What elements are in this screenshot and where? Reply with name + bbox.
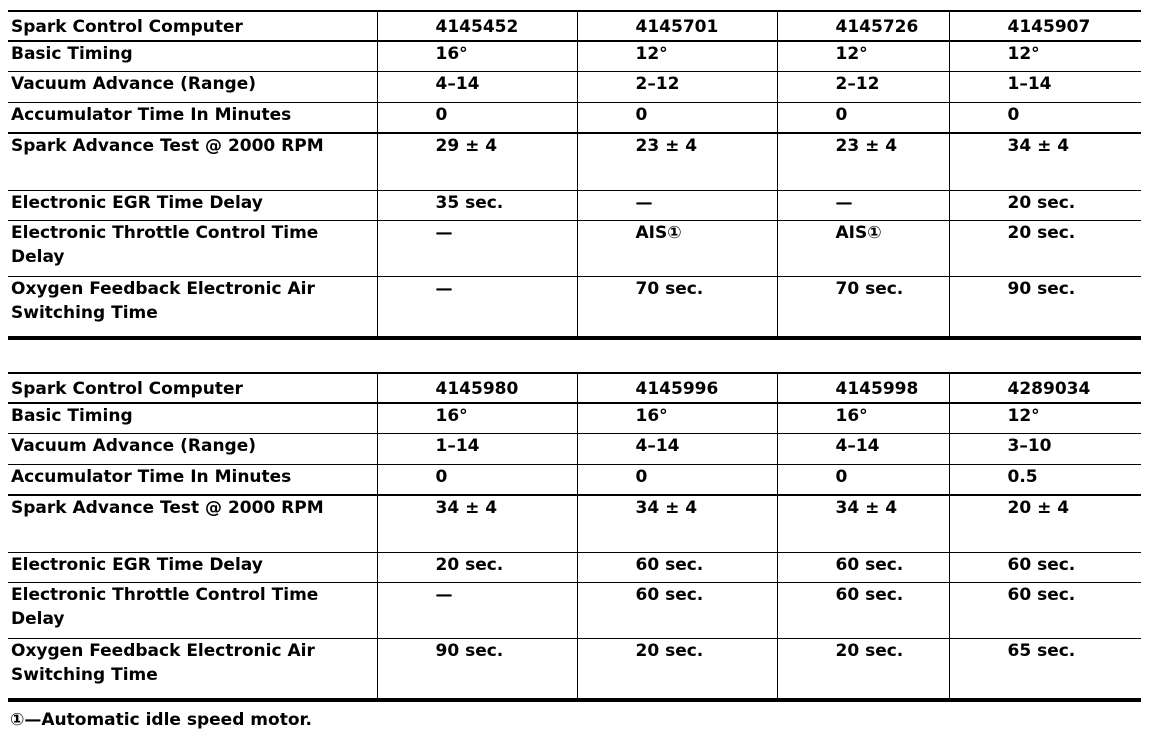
value-cell: 0 xyxy=(577,102,777,133)
part-number-cell: 4145452 xyxy=(377,11,577,41)
table-row xyxy=(8,190,1141,220)
value-cell: 20 sec. xyxy=(777,638,949,700)
value-cell: 2–12 xyxy=(577,71,777,102)
value-cell: 12° xyxy=(777,41,949,71)
value-cell: 70 sec. xyxy=(577,276,777,338)
table-row xyxy=(8,582,1141,638)
value-cell: 34 ± 4 xyxy=(777,495,949,552)
value-cell: 4–14 xyxy=(377,71,577,102)
value-cell: 60 sec. xyxy=(577,582,777,638)
part-number-cell: 4145726 xyxy=(777,11,949,41)
value-cell: 60 sec. xyxy=(577,552,777,582)
value-cell: 16° xyxy=(777,403,949,433)
table-row xyxy=(8,220,1141,276)
value-cell: 35 sec. xyxy=(377,190,577,220)
value-cell: 70 sec. xyxy=(777,276,949,338)
row-label-cell: Electronic Throttle Control Time Delay xyxy=(8,220,377,276)
table-row xyxy=(8,552,1141,582)
table-row xyxy=(8,41,1141,71)
value-cell: 60 sec. xyxy=(949,582,1141,638)
row-label-cell: Accumulator Time In Minutes xyxy=(8,464,377,495)
value-cell: 29 ± 4 xyxy=(377,133,577,190)
value-cell: — xyxy=(577,190,777,220)
spark-control-table-2 xyxy=(8,372,1141,702)
value-cell: 4–14 xyxy=(777,433,949,464)
row-label-cell: Vacuum Advance (Range) xyxy=(8,71,377,102)
row-label-cell: Oxygen Feedback Electronic Air Switching Time xyxy=(8,638,377,700)
value-cell: 16° xyxy=(377,41,577,71)
value-cell: 90 sec. xyxy=(377,638,577,700)
value-cell: AIS① xyxy=(577,220,777,276)
value-cell: 0 xyxy=(377,102,577,133)
value-cell: 0 xyxy=(577,464,777,495)
value-cell: 16° xyxy=(577,403,777,433)
value-cell: — xyxy=(377,276,577,338)
table-row xyxy=(8,464,1141,495)
header-label-cell: Spark Control Computer xyxy=(8,373,377,403)
row-label-cell: Accumulator Time In Minutes xyxy=(8,102,377,133)
value-cell: 0 xyxy=(377,464,577,495)
row-label-cell: Basic Timing xyxy=(8,403,377,433)
value-cell: 23 ± 4 xyxy=(577,133,777,190)
row-label-cell: Electronic EGR Time Delay xyxy=(8,552,377,582)
value-cell: 1–14 xyxy=(949,71,1141,102)
part-number-cell: 4145907 xyxy=(949,11,1141,41)
part-number-cell: 4145996 xyxy=(577,373,777,403)
row-label-cell: Spark Advance Test @ 2000 RPM xyxy=(8,133,377,190)
header-label-cell: Spark Control Computer xyxy=(8,11,377,41)
row-label-cell: Electronic EGR Time Delay xyxy=(8,190,377,220)
table-row xyxy=(8,495,1141,552)
row-label-cell: Spark Advance Test @ 2000 RPM xyxy=(8,495,377,552)
row-label-cell: Electronic Throttle Control Time Delay xyxy=(8,582,377,638)
value-cell: 20 sec. xyxy=(377,552,577,582)
value-cell: — xyxy=(377,220,577,276)
value-cell: 0 xyxy=(949,102,1141,133)
value-cell: 16° xyxy=(377,403,577,433)
value-cell: 12° xyxy=(577,41,777,71)
row-label-cell: Vacuum Advance (Range) xyxy=(8,433,377,464)
value-cell: 12° xyxy=(949,403,1141,433)
part-number-cell: 4145980 xyxy=(377,373,577,403)
value-cell: 34 ± 4 xyxy=(577,495,777,552)
value-cell: 2–12 xyxy=(777,71,949,102)
value-cell: 12° xyxy=(949,41,1141,71)
value-cell: 0 xyxy=(777,464,949,495)
value-cell: 1–14 xyxy=(377,433,577,464)
table-row xyxy=(8,433,1141,464)
value-cell: 20 sec. xyxy=(577,638,777,700)
value-cell: 20 sec. xyxy=(949,220,1141,276)
table-header-row xyxy=(8,11,1141,41)
table-row xyxy=(8,133,1141,190)
table-header-row xyxy=(8,373,1141,403)
value-cell: 34 ± 4 xyxy=(377,495,577,552)
value-cell: 90 sec. xyxy=(949,276,1141,338)
footnote: ①—Automatic idle speed motor. xyxy=(10,710,312,730)
value-cell: 23 ± 4 xyxy=(777,133,949,190)
table-row xyxy=(8,403,1141,433)
value-cell: 0.5 xyxy=(949,464,1141,495)
part-number-cell: 4145701 xyxy=(577,11,777,41)
table-row xyxy=(8,71,1141,102)
value-cell: 20 sec. xyxy=(949,190,1141,220)
value-cell: 3–10 xyxy=(949,433,1141,464)
row-label-cell: Oxygen Feedback Electronic Air Switching Time xyxy=(8,276,377,338)
spark-control-table-1 xyxy=(8,10,1141,340)
value-cell: 4–14 xyxy=(577,433,777,464)
value-cell: AIS① xyxy=(777,220,949,276)
value-cell: 65 sec. xyxy=(949,638,1141,700)
row-label-cell: Basic Timing xyxy=(8,41,377,71)
value-cell: — xyxy=(377,582,577,638)
value-cell: — xyxy=(777,190,949,220)
table-row xyxy=(8,102,1141,133)
value-cell: 60 sec. xyxy=(777,552,949,582)
part-number-cell: 4289034 xyxy=(949,373,1141,403)
value-cell: 60 sec. xyxy=(777,582,949,638)
table-row xyxy=(8,276,1141,338)
part-number-cell: 4145998 xyxy=(777,373,949,403)
value-cell: 20 ± 4 xyxy=(949,495,1141,552)
value-cell: 60 sec. xyxy=(949,552,1141,582)
value-cell: 34 ± 4 xyxy=(949,133,1141,190)
value-cell: 0 xyxy=(777,102,949,133)
table-row xyxy=(8,638,1141,700)
